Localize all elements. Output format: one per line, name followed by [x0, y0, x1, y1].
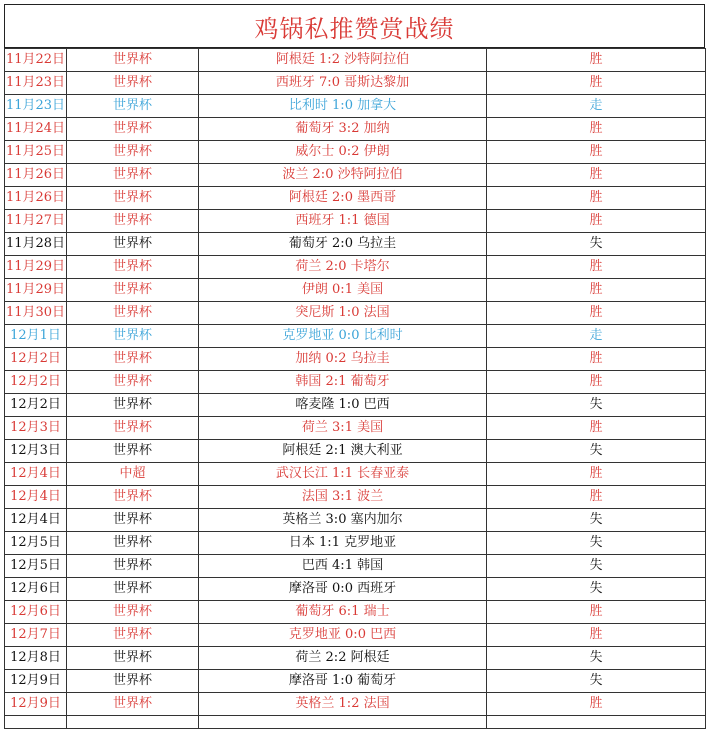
match-cell: 摩洛哥 0:0 西班牙	[199, 578, 487, 601]
result-cell: 胜	[487, 187, 706, 210]
league-cell: 世界杯	[67, 371, 199, 394]
result-cell: 胜	[487, 601, 706, 624]
result-cell: 失	[487, 647, 706, 670]
sheet-title: 鸡锅私推赞赏战绩	[4, 4, 705, 48]
table-row	[5, 555, 706, 578]
table-row	[5, 187, 706, 210]
league-cell: 世界杯	[67, 233, 199, 256]
league-cell: 世界杯	[67, 647, 199, 670]
league-cell: 世界杯	[67, 325, 199, 348]
result-cell: 失	[487, 532, 706, 555]
date-cell: 11月23日	[5, 95, 67, 118]
date-cell: 11月25日	[5, 141, 67, 164]
match-cell: 葡萄牙 6:1 瑞士	[199, 601, 487, 624]
match-cell: 喀麦隆 1:0 巴西	[199, 394, 487, 417]
result-cell: 胜	[487, 118, 706, 141]
league-cell: 世界杯	[67, 394, 199, 417]
result-cell: 失	[487, 440, 706, 463]
result-cell: 失	[487, 555, 706, 578]
date-cell: 12月4日	[5, 486, 67, 509]
result-cell: 胜	[487, 256, 706, 279]
result-cell: 失	[487, 578, 706, 601]
league-cell: 世界杯	[67, 118, 199, 141]
result-cell: 走	[487, 325, 706, 348]
match-cell: 日本 1:1 克罗地亚	[199, 532, 487, 555]
result-cell: 胜	[487, 49, 706, 72]
league-cell: 世界杯	[67, 670, 199, 693]
league-cell: 世界杯	[67, 509, 199, 532]
match-cell: 葡萄牙 2:0 乌拉圭	[199, 233, 487, 256]
table-row	[5, 693, 706, 716]
table-row	[5, 670, 706, 693]
date-cell: 11月28日	[5, 233, 67, 256]
match-cell: 比利时 1:0 加拿大	[199, 95, 487, 118]
date-cell: 12月3日	[5, 417, 67, 440]
date-cell: 11月26日	[5, 187, 67, 210]
table-row	[5, 417, 706, 440]
date-cell: 11月26日	[5, 164, 67, 187]
league-cell: 世界杯	[67, 95, 199, 118]
table-row	[5, 164, 706, 187]
match-cell: 阿根廷 2:1 澳大利亚	[199, 440, 487, 463]
date-cell: 11月24日	[5, 118, 67, 141]
league-cell: 世界杯	[67, 578, 199, 601]
result-cell: 胜	[487, 72, 706, 95]
empty-cell	[199, 716, 487, 729]
results-table	[4, 48, 706, 729]
record-sheet	[4, 4, 705, 729]
match-cell: 西班牙 1:1 德国	[199, 210, 487, 233]
table-row	[5, 509, 706, 532]
date-cell: 11月29日	[5, 256, 67, 279]
table-row	[5, 95, 706, 118]
result-cell: 胜	[487, 279, 706, 302]
match-cell: 英格兰 1:2 法国	[199, 693, 487, 716]
result-cell: 胜	[487, 210, 706, 233]
match-cell: 韩国 2:1 葡萄牙	[199, 371, 487, 394]
result-cell: 胜	[487, 486, 706, 509]
league-cell: 世界杯	[67, 164, 199, 187]
date-cell: 12月4日	[5, 509, 67, 532]
table-row	[5, 233, 706, 256]
table-row	[5, 210, 706, 233]
table-row	[5, 49, 706, 72]
match-cell: 荷兰 2:0 卡塔尔	[199, 256, 487, 279]
result-cell: 胜	[487, 141, 706, 164]
result-cell: 走	[487, 95, 706, 118]
table-row	[5, 72, 706, 95]
table-row	[5, 371, 706, 394]
date-cell: 11月27日	[5, 210, 67, 233]
table-row	[5, 118, 706, 141]
date-cell: 12月4日	[5, 463, 67, 486]
match-cell: 葡萄牙 3:2 加纳	[199, 118, 487, 141]
match-cell: 荷兰 3:1 美国	[199, 417, 487, 440]
match-cell: 西班牙 7:0 哥斯达黎加	[199, 72, 487, 95]
match-cell: 阿根廷 2:0 墨西哥	[199, 187, 487, 210]
result-cell: 胜	[487, 371, 706, 394]
result-cell: 胜	[487, 348, 706, 371]
league-cell: 世界杯	[67, 417, 199, 440]
table-row	[5, 325, 706, 348]
date-cell: 12月2日	[5, 394, 67, 417]
table-row	[5, 141, 706, 164]
table-row	[5, 440, 706, 463]
results-table-body	[5, 49, 706, 729]
table-row	[5, 348, 706, 371]
league-cell: 世界杯	[67, 624, 199, 647]
table-row	[5, 601, 706, 624]
league-cell: 中超	[67, 463, 199, 486]
match-cell: 英格兰 3:0 塞内加尔	[199, 509, 487, 532]
league-cell: 世界杯	[67, 486, 199, 509]
result-cell: 胜	[487, 164, 706, 187]
result-cell: 失	[487, 233, 706, 256]
date-cell: 12月5日	[5, 532, 67, 555]
league-cell: 世界杯	[67, 49, 199, 72]
match-cell: 突尼斯 1:0 法国	[199, 302, 487, 325]
league-cell: 世界杯	[67, 141, 199, 164]
result-cell: 失	[487, 509, 706, 532]
empty-cell	[5, 716, 67, 729]
table-row	[5, 463, 706, 486]
table-row	[5, 578, 706, 601]
table-row	[5, 302, 706, 325]
date-cell: 12月6日	[5, 601, 67, 624]
match-cell: 克罗地亚 0:0 比利时	[199, 325, 487, 348]
date-cell: 12月8日	[5, 647, 67, 670]
result-cell: 胜	[487, 417, 706, 440]
date-cell: 11月30日	[5, 302, 67, 325]
table-row	[5, 256, 706, 279]
date-cell: 12月3日	[5, 440, 67, 463]
result-cell: 胜	[487, 302, 706, 325]
date-cell: 12月7日	[5, 624, 67, 647]
match-cell: 武汉长江 1:1 长春亚泰	[199, 463, 487, 486]
match-cell: 摩洛哥 1:0 葡萄牙	[199, 670, 487, 693]
empty-cell	[67, 716, 199, 729]
date-cell: 12月1日	[5, 325, 67, 348]
league-cell: 世界杯	[67, 555, 199, 578]
result-cell: 失	[487, 670, 706, 693]
league-cell: 世界杯	[67, 256, 199, 279]
match-cell: 荷兰 2:2 阿根廷	[199, 647, 487, 670]
league-cell: 世界杯	[67, 210, 199, 233]
date-cell: 12月2日	[5, 348, 67, 371]
table-row	[5, 394, 706, 417]
empty-cell	[487, 716, 706, 729]
result-cell: 失	[487, 394, 706, 417]
date-cell: 11月22日	[5, 49, 67, 72]
result-cell: 胜	[487, 463, 706, 486]
league-cell: 世界杯	[67, 440, 199, 463]
result-cell: 胜	[487, 693, 706, 716]
match-cell: 波兰 2:0 沙特阿拉伯	[199, 164, 487, 187]
table-row	[5, 647, 706, 670]
match-cell: 克罗地亚 0:0 巴西	[199, 624, 487, 647]
league-cell: 世界杯	[67, 187, 199, 210]
table-row	[5, 279, 706, 302]
match-cell: 法国 3:1 波兰	[199, 486, 487, 509]
date-cell: 12月5日	[5, 555, 67, 578]
league-cell: 世界杯	[67, 601, 199, 624]
date-cell: 12月2日	[5, 371, 67, 394]
match-cell: 加纳 0:2 乌拉圭	[199, 348, 487, 371]
date-cell: 12月9日	[5, 670, 67, 693]
match-cell: 威尔士 0:2 伊朗	[199, 141, 487, 164]
date-cell: 11月23日	[5, 72, 67, 95]
table-row	[5, 486, 706, 509]
league-cell: 世界杯	[67, 693, 199, 716]
league-cell: 世界杯	[67, 532, 199, 555]
result-cell: 胜	[487, 624, 706, 647]
table-row	[5, 624, 706, 647]
league-cell: 世界杯	[67, 279, 199, 302]
league-cell: 世界杯	[67, 72, 199, 95]
match-cell: 伊朗 0:1 美国	[199, 279, 487, 302]
table-row	[5, 532, 706, 555]
match-cell: 阿根廷 1:2 沙特阿拉伯	[199, 49, 487, 72]
league-cell: 世界杯	[67, 302, 199, 325]
date-cell: 12月6日	[5, 578, 67, 601]
date-cell: 12月9日	[5, 693, 67, 716]
table-row	[5, 716, 706, 729]
match-cell: 巴西 4:1 韩国	[199, 555, 487, 578]
league-cell: 世界杯	[67, 348, 199, 371]
date-cell: 11月29日	[5, 279, 67, 302]
